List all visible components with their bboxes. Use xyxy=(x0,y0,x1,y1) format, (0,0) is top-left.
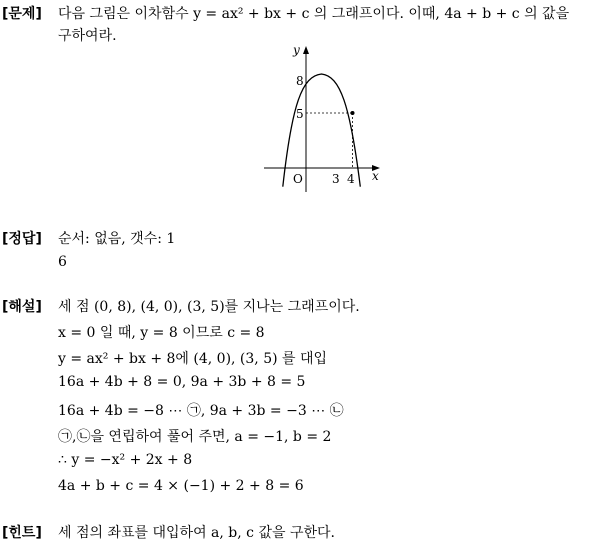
y-tick-label-8: 8 xyxy=(296,74,304,88)
solution-line: x = 0 일 때, y = 8 이므로 c = 8 xyxy=(58,325,265,341)
answer-tag: [정답] xyxy=(2,231,42,247)
x-tick-label-3: 3 xyxy=(332,172,340,186)
solution-tag: [해설] xyxy=(2,299,42,315)
problem-line-1: 다음 그림은 이차함수 y = ax² + bx + c 의 그래프이다. 이때, 4a + b + c 의 값을 xyxy=(58,6,570,22)
x-tick-label-4: 4 xyxy=(347,172,355,186)
problem-line-2: 구하여라. xyxy=(58,28,117,44)
hint-text: 세 점의 좌표를 대입하여 a, b, c 값을 구한다. xyxy=(58,525,335,541)
solution-line: 4a + b + c = 4 × (−1) + 2 + 8 = 6 xyxy=(58,478,304,494)
problem-tag: [문제] xyxy=(2,6,42,22)
origin-label: O xyxy=(293,172,303,186)
solution-line: ∴ y = −x² + 2x + 8 xyxy=(58,452,193,468)
y-tick-label-5: 5 xyxy=(296,107,304,121)
hint-tag: [힌트] xyxy=(2,525,42,541)
x-axis-label: x xyxy=(372,169,379,183)
solution-line: y = ax² + bx + 8에 (4, 0), (3, 5) 를 대입 xyxy=(58,351,328,367)
y-axis-arrow xyxy=(303,46,309,54)
parabola-curve xyxy=(283,74,361,187)
solution-line: 세 점 (0, 8), (4, 0), (3, 5)를 지나는 그래프이다. xyxy=(58,299,360,315)
solution-line: 16a + 4b + 8 = 0, 9a + 3b + 8 = 5 xyxy=(58,374,306,390)
solution-line: 16a + 4b = −8 ⋯ ㉠, 9a + 3b = −3 ⋯ ㉡ xyxy=(58,403,344,419)
y-axis-label: y xyxy=(293,44,300,57)
solution-line: ㉠,㉡을 연립하여 풀어 주면, a = −1, b = 2 xyxy=(58,429,332,445)
answer-value: 6 xyxy=(58,254,67,270)
point-3-5 xyxy=(351,111,355,115)
parabola-graph xyxy=(262,44,392,194)
answer-meta: 순서: 없음, 갯수: 1 xyxy=(58,231,176,247)
